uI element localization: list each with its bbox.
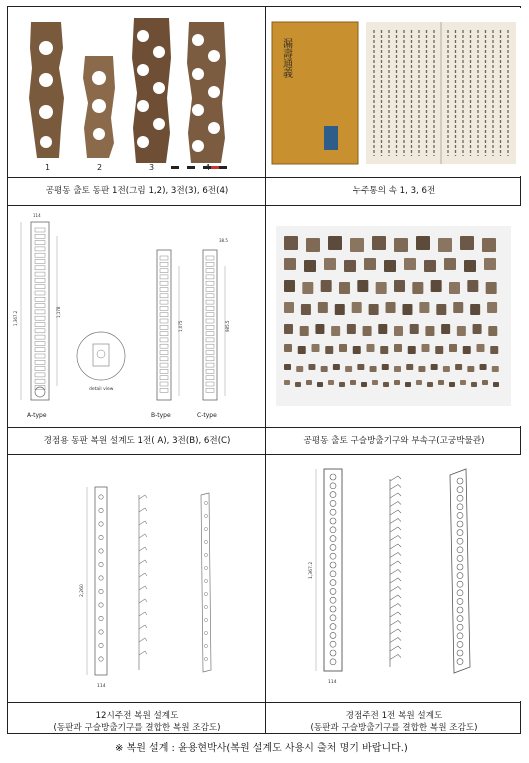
row-divider	[8, 427, 520, 428]
dim-12: 2,260	[80, 584, 85, 597]
plate-design-svg	[9, 206, 264, 426]
ball-release-artifacts-photo	[266, 206, 521, 426]
b-type-label: B-type	[151, 412, 171, 419]
plate-label-3: 3	[149, 163, 155, 172]
copper-plates-photo	[9, 8, 264, 176]
footer-note: ※ 복원 설계 : 윤용현박사(복원 설계도 사용시 출처 명기 바랍니다.)	[115, 743, 408, 754]
detail-view-label: detail view	[89, 387, 114, 392]
c-type-label: C-type	[197, 412, 217, 419]
plate-label-2: 2	[97, 163, 103, 172]
caption-night-watch	[266, 710, 522, 734]
book-cover	[272, 22, 358, 164]
scale-bar	[163, 166, 227, 169]
dim-top: 114	[33, 213, 41, 218]
caption-twelve-hour	[9, 710, 265, 734]
copper-plates-image	[9, 8, 264, 176]
twelve-hour-svg	[9, 455, 264, 701]
plate-label-1: 1	[45, 163, 51, 172]
artifacts-image	[266, 206, 521, 426]
night-watch-svg	[266, 455, 521, 701]
dim-k: 1,367.2	[309, 561, 314, 579]
dim-c: 985.5	[225, 320, 230, 332]
caption-night-watch-line2: (동판과 구슬방출기구를 결합한 복원 조감도)	[310, 723, 478, 733]
plate-label-4: 4	[205, 163, 211, 172]
dim-c-top: 38.5	[219, 238, 228, 243]
book-image	[266, 8, 521, 176]
caption-twelve-hour-line1: 12시주전 복원 설계도	[95, 711, 179, 721]
caption-plate-design: 경점용 동판 복원 설계도 1전( A), 3전(B), 6전(C)	[43, 436, 231, 446]
caption-copper-plates: 공평동 출토 동판 1전(그림 1,2), 3전(3), 6전(4)	[45, 186, 229, 196]
dim-a-total: 1,367.2	[13, 310, 18, 326]
caption-night-watch-line1: 경점주전 1전 복원 설계도	[345, 711, 443, 721]
caption-artifacts: 공평동 출토 구슬방출기구와 부속구(고궁박물관)	[303, 436, 485, 446]
dim-b: 1,075	[178, 320, 183, 332]
a-type-label: A-type	[27, 412, 47, 419]
book-open-pages	[366, 22, 516, 164]
dim-k-bottom: 114	[328, 680, 337, 685]
plate-3	[132, 18, 171, 163]
figure-table	[7, 6, 521, 734]
dim-12-bottom: 114	[97, 684, 106, 689]
row-divider	[8, 177, 520, 178]
caption-twelve-hour-line2: (동판과 구슬방출기구를 결합한 복원 조감도)	[53, 723, 221, 733]
night-watch-pillar-drawing	[266, 455, 521, 701]
book-title: 漏壽通義	[280, 38, 292, 78]
twelve-hour-pillar-drawing	[9, 455, 264, 701]
plate-4	[187, 22, 226, 163]
plate-2	[83, 56, 115, 158]
plate-design-drawing	[9, 206, 264, 426]
row-divider	[8, 702, 520, 703]
caption-book: 누주통의 속 1, 3, 6전	[352, 186, 436, 196]
book-photo	[266, 8, 521, 176]
dim-a-inner: 1,178	[56, 306, 61, 318]
